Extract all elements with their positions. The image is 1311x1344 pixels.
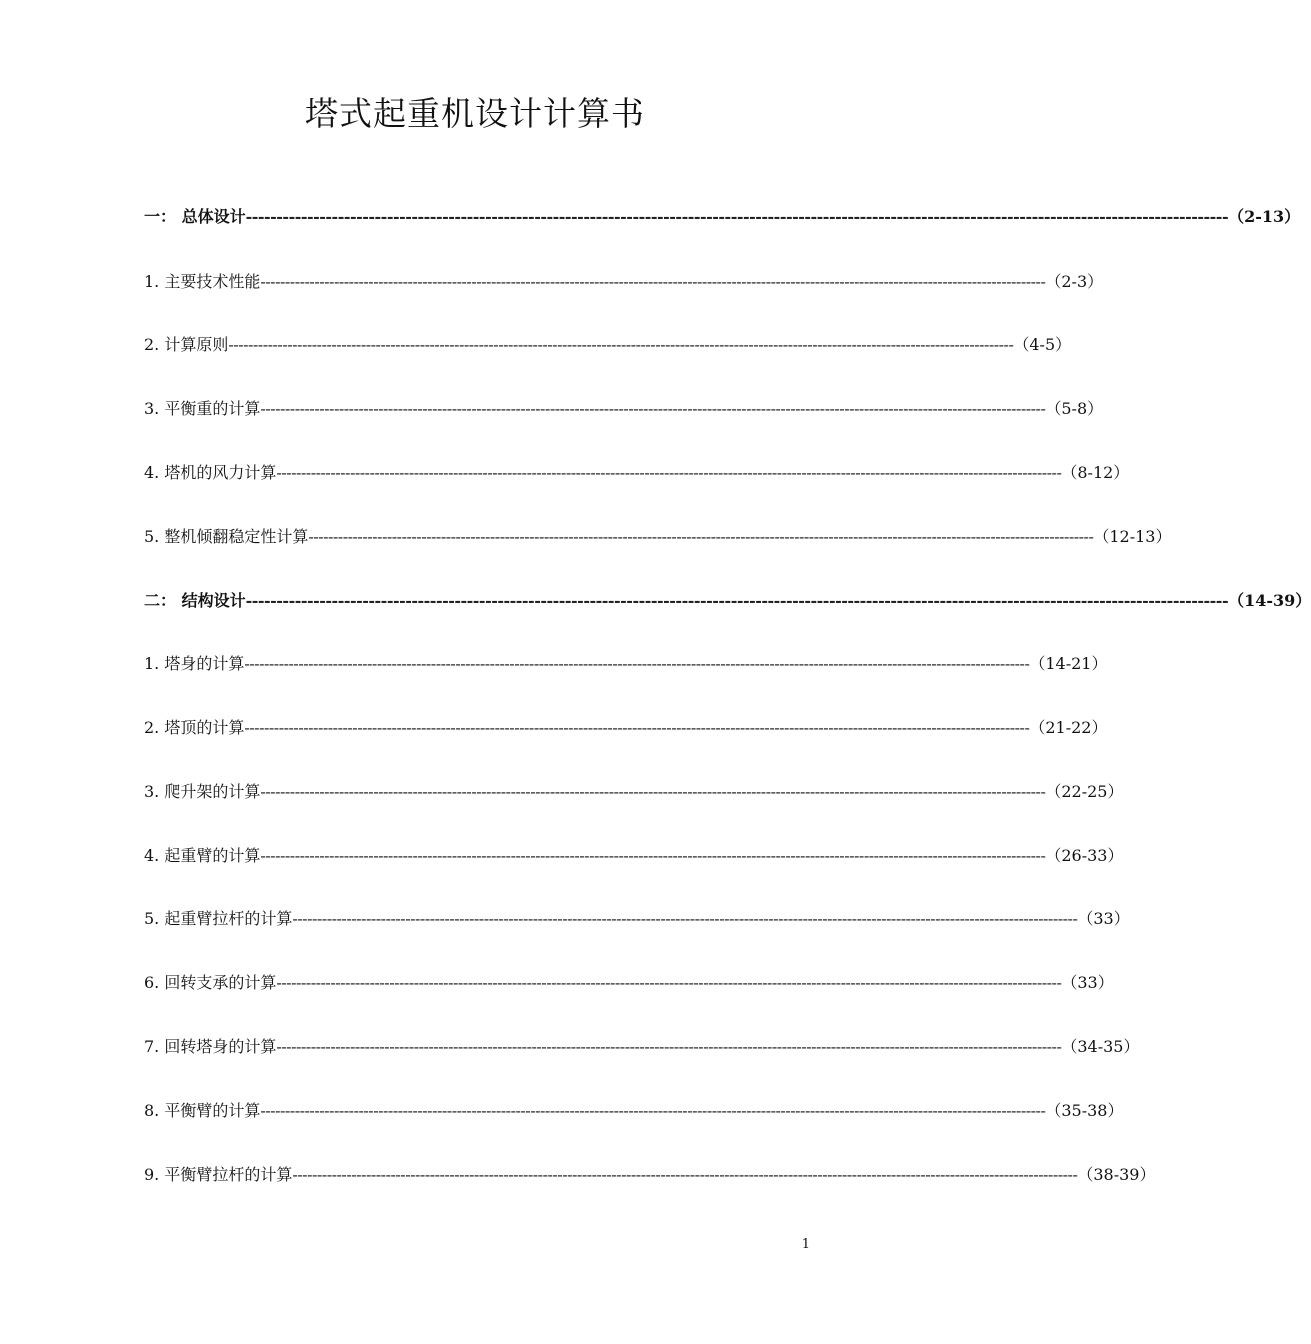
toc-leader-dots: ---------------------------------------------------------------------------------------------------------------------------------------------------------------- <box>276 973 1062 992</box>
toc-leader-dots: ---------------------------------------------------------------------------------------------------------------------------------------------------------------- <box>276 1037 1062 1056</box>
toc-entry-pages: （38-39） <box>1077 1165 1156 1184</box>
toc-entry-pages: （12-13） <box>1093 527 1172 546</box>
toc-entry-pages: （14-39） <box>1228 591 1311 610</box>
toc-entry-label: 1. 塔身的计算 <box>144 654 245 673</box>
toc-entry <box>144 1163 1156 1187</box>
toc-entry <box>144 270 1104 294</box>
toc-entry-pages: （2-3） <box>1045 272 1104 291</box>
toc-entry-label: 4. 起重臂的计算 <box>144 846 261 865</box>
toc-entry-label: 7. 回转塔身的计算 <box>144 1037 277 1056</box>
toc-entry-pages: （8-12） <box>1061 463 1130 482</box>
toc-entry-label: 3. 爬升架的计算 <box>144 782 261 801</box>
toc-entry-pages: （2-13） <box>1228 207 1301 226</box>
document-title: 塔式起重机设计计算书 <box>305 94 645 133</box>
toc-entry-label: 二： 结构设计 <box>144 591 246 610</box>
toc-leader-dots: ---------------------------------------------------------------------------------------------------------------------------------------------------------------- <box>228 335 1014 354</box>
toc-entry-label: 1. 主要技术性能 <box>144 272 261 291</box>
page-number: 1 <box>801 1237 810 1252</box>
toc-entry <box>144 652 1108 676</box>
toc-entry-label: 9. 平衡臂拉杆的计算 <box>144 1165 293 1184</box>
toc-entry <box>144 589 1311 613</box>
toc-entry-pages: （34-35） <box>1061 1037 1140 1056</box>
toc-leader-dots: ---------------------------------------------------------------------------------------------------------------------------------------------------------------- <box>276 463 1062 482</box>
toc-entry-pages: （22-25） <box>1045 782 1124 801</box>
toc-leader-dots: ---------------------------------------------------------------------------------------------------------------------------------------------------------------- <box>244 718 1030 737</box>
toc-entry <box>144 333 1072 357</box>
toc-entry-pages: （33） <box>1061 973 1114 992</box>
toc-leader-dots: ---------------------------------------------------------------------------------------------------------------------------------------------------------------- <box>292 909 1078 928</box>
toc-entry <box>144 844 1124 868</box>
toc-leader-dots: ---------------------------------------------------------------------------------------------------------------------------------------------------------------- <box>260 782 1046 801</box>
toc-leader-dots: ---------------------------------------------------------------------------------------------------------------------------------------------------------------- <box>245 591 1229 610</box>
toc-entry-label: 6. 回转支承的计算 <box>144 973 277 992</box>
toc-entry <box>144 461 1130 485</box>
toc-leader-dots: ---------------------------------------------------------------------------------------------------------------------------------------------------------------- <box>244 654 1030 673</box>
toc-entry-label: 2. 塔顶的计算 <box>144 718 245 737</box>
toc-entry-pages: （4-5） <box>1013 335 1072 354</box>
toc-entry-pages: （35-38） <box>1045 1101 1124 1120</box>
toc-entry-label: 2. 计算原则 <box>144 335 229 354</box>
toc-entry-pages: （14-21） <box>1029 654 1108 673</box>
toc-entry-label: 8. 平衡臂的计算 <box>144 1101 261 1120</box>
toc-leader-dots: ---------------------------------------------------------------------------------------------------------------------------------------------------------------- <box>260 272 1046 291</box>
toc-leader-dots: ---------------------------------------------------------------------------------------------------------------------------------------------------------------- <box>245 207 1229 226</box>
toc-entry-label: 5. 整机倾翻稳定性计算 <box>144 527 309 546</box>
toc-entry-pages: （33） <box>1077 909 1130 928</box>
toc-leader-dots: ---------------------------------------------------------------------------------------------------------------------------------------------------------------- <box>292 1165 1078 1184</box>
toc-entry <box>144 205 1301 229</box>
toc-entry <box>144 971 1114 995</box>
toc-entry-label: 一： 总体设计 <box>144 207 246 226</box>
toc-entry <box>144 1035 1140 1059</box>
toc-entry-pages: （21-22） <box>1029 718 1108 737</box>
toc-entry <box>144 525 1172 549</box>
toc-leader-dots: ---------------------------------------------------------------------------------------------------------------------------------------------------------------- <box>260 846 1046 865</box>
toc-entry-pages: （26-33） <box>1045 846 1124 865</box>
toc-leader-dots: ---------------------------------------------------------------------------------------------------------------------------------------------------------------- <box>260 1101 1046 1120</box>
toc-leader-dots: ---------------------------------------------------------------------------------------------------------------------------------------------------------------- <box>260 399 1046 418</box>
toc-leader-dots: ---------------------------------------------------------------------------------------------------------------------------------------------------------------- <box>308 527 1094 546</box>
toc-entry-label: 5. 起重臂拉杆的计算 <box>144 909 293 928</box>
toc-entry <box>144 397 1104 421</box>
toc-entry-label: 3. 平衡重的计算 <box>144 399 261 418</box>
toc-entry-pages: （5-8） <box>1045 399 1104 418</box>
toc-entry <box>144 1099 1124 1123</box>
toc-entry <box>144 780 1124 804</box>
toc-entry <box>144 907 1130 931</box>
toc-entry <box>144 716 1108 740</box>
toc-entry-label: 4. 塔机的风力计算 <box>144 463 277 482</box>
